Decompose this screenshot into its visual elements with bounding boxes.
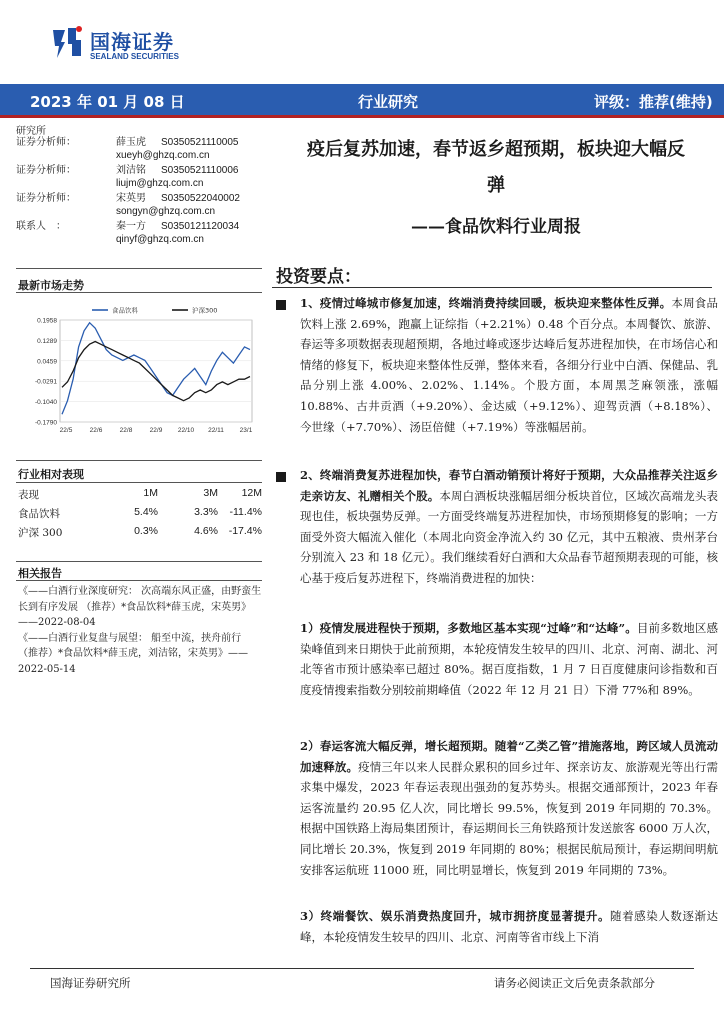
section-divider [16,292,262,293]
table-cell: -11.4% [229,506,262,518]
table-header-cell: 表现 [18,489,39,501]
analyst-role: 证券分析师： [16,165,76,176]
analyst-name: 刘洁铭 [116,165,146,176]
report-type: 行业研究 [358,93,419,111]
section-divider [16,580,262,581]
paragraph-lead: 1）疫情发展进程快于预期，多数地区基本实现“过峰”和“达峰”。 [300,621,637,635]
table-header-cell: 1M [143,487,158,499]
company-logo [50,22,190,66]
table-header-row [18,485,262,504]
legend-label: 食品饮料 [112,306,138,315]
paragraph-body: 随着感染人数逐渐达峰，本轮疫情发生较早的四川、北京、河南等省市线上下消 [300,909,719,944]
related-reports-list [18,584,262,677]
rating: 评级：推荐(维持) [594,93,713,111]
footer-institute: 国海证券研究所 [50,976,131,990]
related-reports-title: 相关报告 [18,567,62,580]
legend-label: 沪深300 [192,306,218,315]
series-line [62,323,250,415]
title-line: 疫后复苏加速，春节返乡超预期，板块迎大幅反 [307,139,685,160]
table-cell: 4.6% [194,525,218,537]
title-line: 弹 [487,175,505,196]
performance-table [18,485,262,542]
report-subtitle: ——食品饮料行业周报 [411,217,581,237]
paragraph-body: 本周白酒板块涨幅居细分板块首位，区域次高端龙头表现也佳，板块强势反弹。一方面受终端复苏进程加快，市场预期修复的影响；一方面受外资大幅流入催化（本周北向资金净流入约 30 亿元，其中五粮液、贵州茅台分别流入 23 和 18 亿元）。我们继续看好白酒和大众品春节超预期表现的可能，核心基于疫后复苏进程下，终端消费进程的加快： [300,488,719,585]
paragraph-2 [300,465,718,589]
analyst-name: 薛玉虎 [116,137,146,148]
paragraph-5 [300,906,718,947]
header-band [0,84,724,118]
x-tick-label: 22/10 [177,427,195,434]
table-cell: 3.3% [194,506,218,518]
y-tick-label: 0.0459 [37,358,57,366]
paragraph-body: 目前多数地区感染峰值到来日期快于此前预期，本轮疫情发生较早的四川、北京、河南、湖北、河北等省市预计感染率已超过 80%。据百度指数，1 月 7 日百度健康问诊指数和百度疫情搜索指数分别较前期峰值（2022 年 12 月 21 日）下滑 77%和 89%。 [300,621,718,697]
market-chart-title: 最新市场走势 [18,279,84,292]
table-cell: 食品饮料 [18,508,60,520]
section-divider [16,460,262,461]
logo-mark-icon [50,22,84,62]
bullet-icon [276,300,286,310]
table-cell: -17.4% [228,525,262,537]
table-cell: 5.4% [134,506,158,518]
table-cell: 0.3% [134,525,158,537]
paragraph-3 [300,618,718,700]
logo-english-name: SEALAND SECURITIES [90,52,179,61]
analyst-license: S0350522040002 [161,193,240,204]
table-row [18,504,262,523]
institute-label: 研究所 [16,126,46,137]
y-tick-label: 0.1958 [37,317,57,325]
y-tick-label: -0.1040 [34,399,57,407]
performance-title: 行业相对表现 [18,468,84,481]
table-header-cell: 3M [203,487,218,499]
section-divider [16,268,262,269]
paragraph-lead: 3）终端餐饮、娱乐消费热度回升，城市拥挤度显著提升。 [300,909,611,923]
x-tick-label: 22/8 [119,427,133,434]
paragraph-body: 本周食品饮料上涨 2.69%，跑赢上证综指（+2.21%）0.48 个百分点。本周餐饮、旅游、春运等多项数据表现超预期，各地过峰或逐步达峰后复苏进程加快，在市场信心和情绪的修复下，板块迎来整体性反弹，整体来看，各细分行业中白酒、保健品、乳品分别上涨 4.00%、2.02%、1.14%。个股方面，本周黑芝麻领涨，涨幅 10.88%、古井贡酒（+9.20%）、金达威（+9.12%）、迎驾贡酒（+8.18%）、今世缘（+7.70%）、汤臣倍健（+7.19%）等涨幅居前。 [300,296,719,434]
section-divider [16,482,262,483]
analyst-name: 宋英男 [116,193,146,204]
paragraph-lead: 2、终端消费复苏进程加快，春节白酒动销预计将好于预期，大众品推荐关注返乡走亲访友、礼赠相关个股。 [300,468,718,503]
x-tick-label: 23/1 [239,427,253,434]
market-trend-chart [16,298,262,438]
invest-heading: 投资要点： [276,267,361,287]
analyst-license: S0350521110006 [161,165,239,176]
paragraph-4 [300,736,718,880]
analyst-license: S0350521110005 [161,137,239,148]
paragraph-body: 疫情三年以来人民群众累积的回乡过年、探亲访友、旅游观光等出行需求集中爆发，2023 年春运表现出强劲的复苏势头。根据交通部预计，2023 年春运客流量约 20.95 亿人次，同比增长 99.5%，恢复到 2019 年同期的 70.3%。根据中国铁路上海局集团预计，春运期间长三角铁路预计发送旅客 6000 万人次，同比增长 20.3%，恢复到 2019 年同期的 80%；根据民航局预计，春运期间明航安排客运航班 11000 班，同比明显增长，恢复到 2019 年同期的 73%。 [300,759,719,877]
paragraph-lead: 2）春运客流大幅反弹，增长超预期。随着“乙类乙管”措施落地，跨区域人员流动加速释放。 [300,739,718,774]
y-tick-label: 0.1289 [37,337,57,345]
analyst-license: S0350121120034 [161,221,240,232]
y-tick-label: -0.0291 [34,378,57,386]
analyst-role: 证券分析师： [16,137,76,148]
analyst-role: 证券分析师： [16,193,76,204]
related-report-item[interactable]: 《——白酒行业复盘与展望： 船至中流，挟舟前行 （推荐）*食品饮料*薛玉虎，刘洁铭，宋英男》——2022-05-14 [18,632,248,675]
x-tick-label: 22/5 [59,427,73,434]
analyst-name: 秦一方 [116,221,146,232]
table-cell: 沪深 300 [18,527,63,539]
series-line [62,342,250,401]
plot-frame [60,320,252,422]
logo-chinese-name: 国海证券 [90,30,174,54]
footer-divider [30,968,694,969]
bullet-icon [276,472,286,482]
footer-disclaimer: 请务必阅读正文后免责条款部分 [494,976,655,990]
report-title [276,132,716,204]
analyst-email[interactable]: liujm@ghzq.com.cn [116,178,204,189]
analyst-role: 联系人 ： [16,221,66,232]
x-tick-label: 22/11 [208,427,224,434]
paragraph-lead: 1、疫情过峰城市修复加速，终端消费持续回暖，板块迎来整体性反弹。 [300,296,672,310]
table-row [18,523,262,542]
analyst-email[interactable]: songyn@ghzq.com.cn [116,206,216,217]
x-tick-label: 22/6 [89,427,103,434]
paragraph-1 [300,293,718,437]
y-tick-label: -0.1790 [34,419,57,427]
related-report-item[interactable]: 《——白酒行业深度研究： 次高端东风正盛，由野蛮生长到有序发展 （推荐）*食品饮料*薛玉虎，宋英男》——2022-08-04 [18,586,262,628]
analyst-email[interactable]: xueyh@ghzq.com.cn [116,150,210,161]
section-divider [16,561,262,562]
x-tick-label: 22/9 [149,427,163,434]
report-date: 2023 年 01 月 08 日 [30,93,185,111]
analyst-email[interactable]: qinyf@ghzq.com.cn [116,234,204,245]
section-divider [272,287,712,288]
table-header-cell: 12M [241,487,262,499]
